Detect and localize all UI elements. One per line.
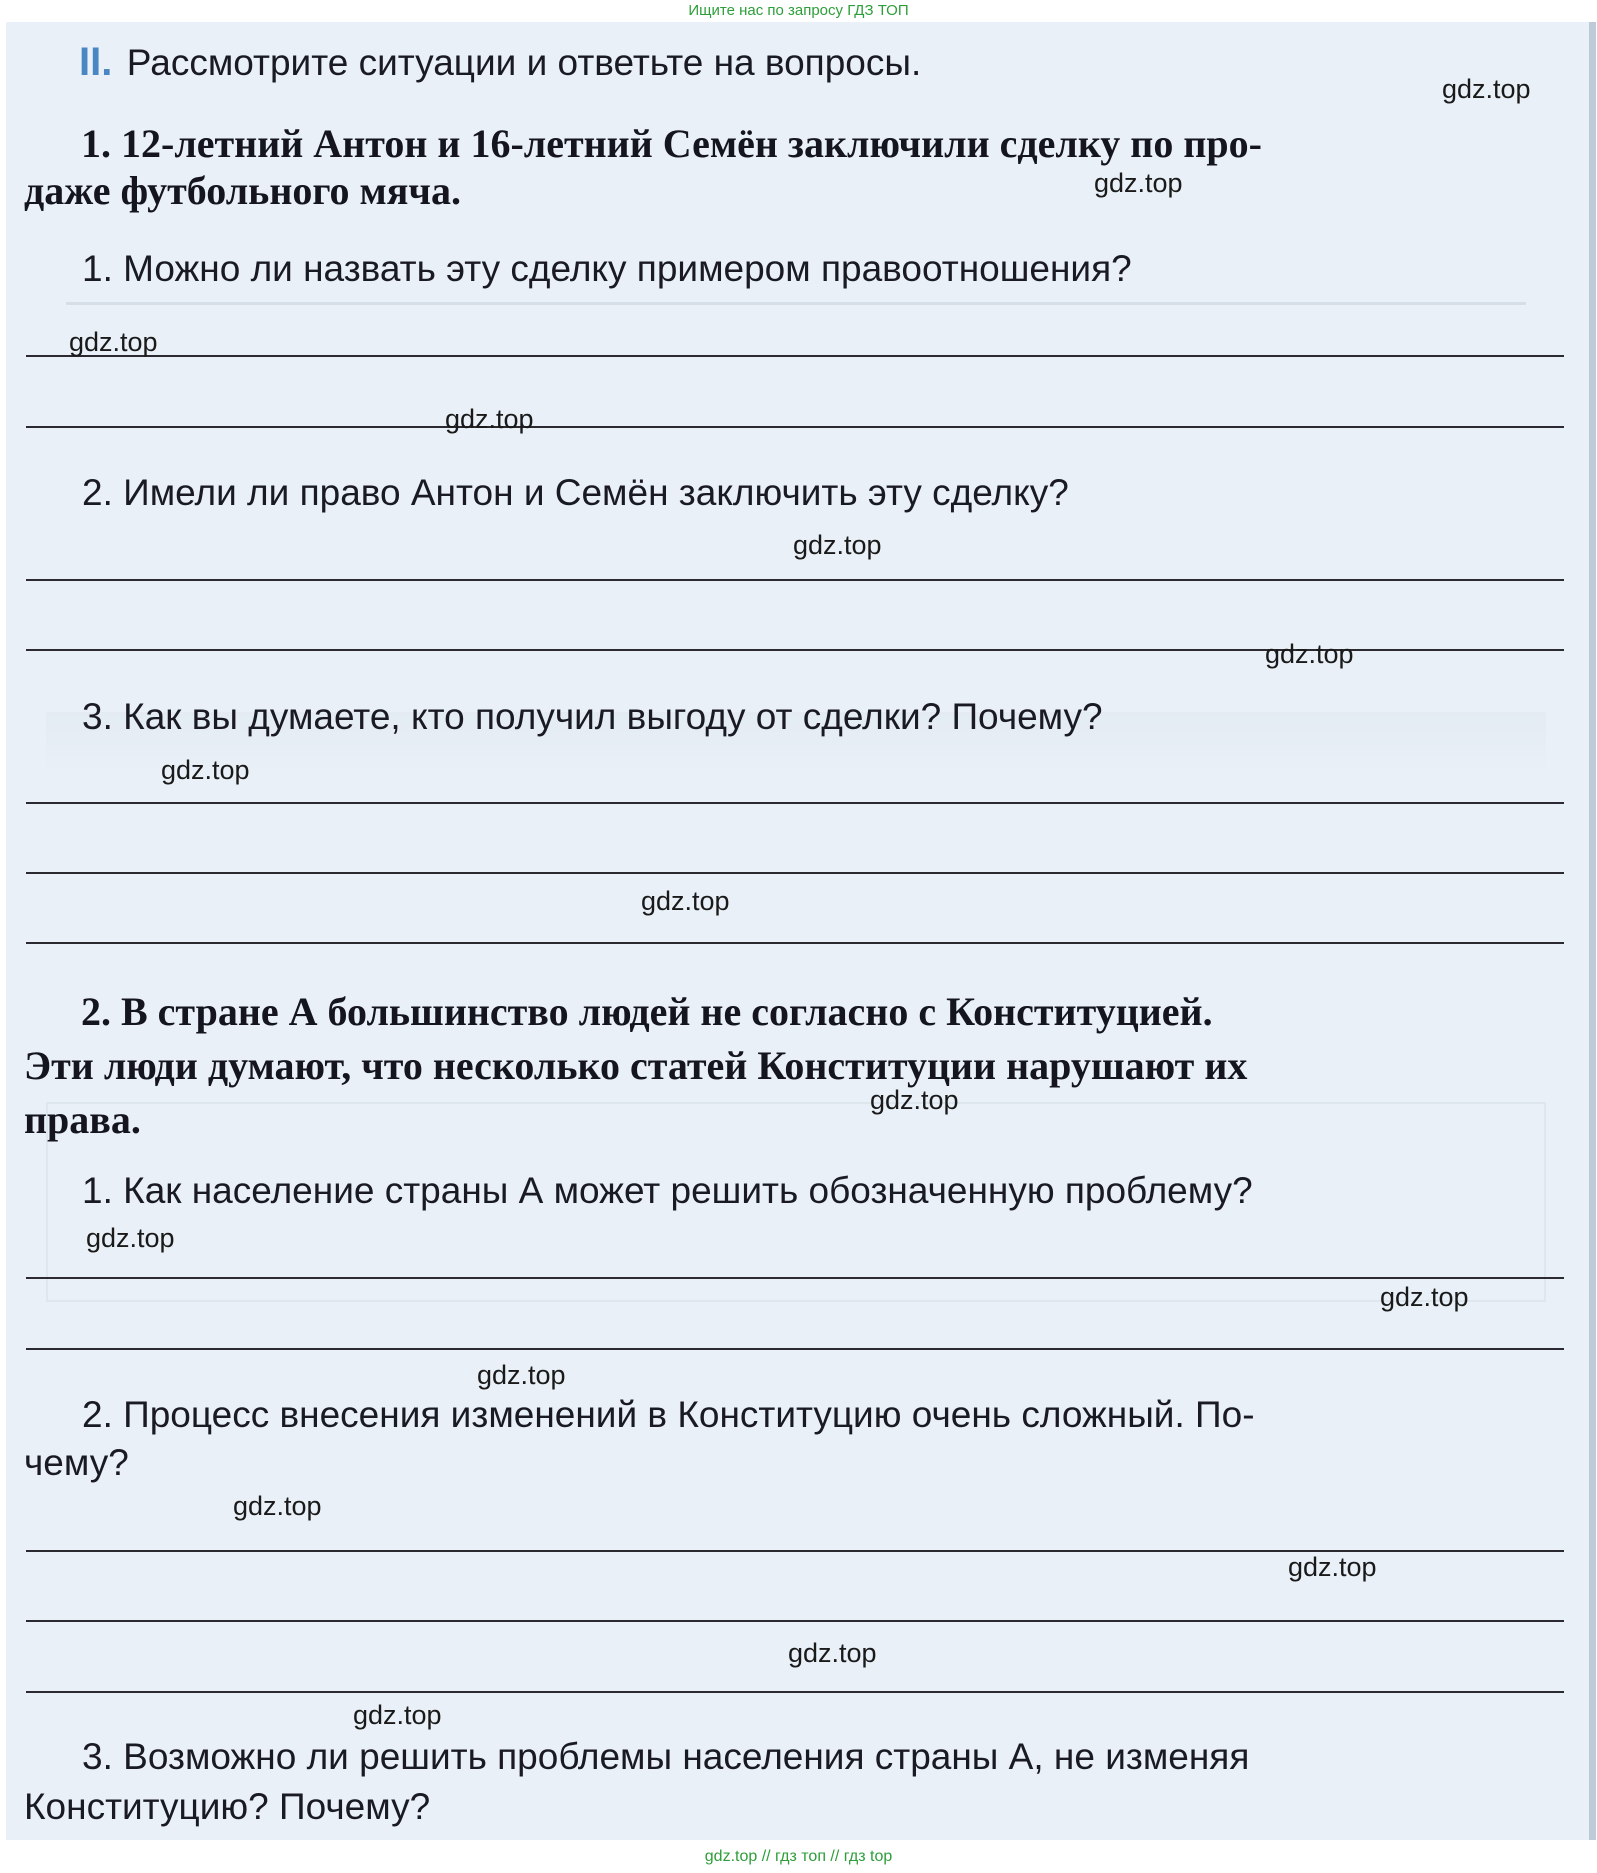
watermark: gdz.top xyxy=(445,404,534,434)
watermark: gdz.top xyxy=(793,530,882,560)
watermark: gdz.top xyxy=(1265,639,1354,669)
answer-line[interactable] xyxy=(26,1691,1564,1693)
answer-line[interactable] xyxy=(26,426,1564,428)
situation-1-text-line-2: даже футбольного мяча. xyxy=(24,168,461,213)
answer-line[interactable] xyxy=(26,1277,1564,1279)
watermark: gdz.top xyxy=(870,1085,959,1115)
situation-2-text-line-2: Эти люди думают, что несколько статей Конституции нарушают их xyxy=(24,1043,1248,1088)
watermark: gdz.top xyxy=(353,1700,442,1730)
watermark: gdz.top xyxy=(1094,168,1183,198)
watermark: gdz.top xyxy=(69,327,158,357)
answer-line[interactable] xyxy=(26,872,1564,874)
answer-line[interactable] xyxy=(26,1620,1564,1622)
watermark: gdz.top xyxy=(1380,1282,1469,1312)
situation-1-question-3: 3. Как вы думаете, кто получил выгоду от сделки? Почему? xyxy=(82,696,1103,737)
page-edge xyxy=(1589,22,1596,1840)
top-banner[interactable]: Ищите нас по запросу ГДЗ ТОП xyxy=(688,2,909,19)
situation-2-text-line-3: права. xyxy=(24,1097,141,1142)
situation-1-question-1: 1. Можно ли назвать эту сделку примером правоотношения? xyxy=(82,248,1132,289)
situation-2-question-1: 1. Как население страны А может решить обозначенную проблему? xyxy=(82,1170,1253,1211)
watermark: gdz.top xyxy=(233,1491,322,1521)
answer-line[interactable] xyxy=(26,802,1564,804)
watermark: gdz.top xyxy=(641,886,730,916)
situation-2-question-3-line-1: 3. Возможно ли решить проблемы населения страны А, не изменяя xyxy=(82,1736,1250,1777)
section-title: Рассмотрите ситуации и ответьте на вопросы. xyxy=(126,42,922,83)
bottom-banner[interactable]: gdz.top // гдз топ // гдз top xyxy=(704,1848,893,1865)
answer-line[interactable] xyxy=(26,942,1564,944)
workbook-page xyxy=(6,22,1596,1840)
watermark: gdz.top xyxy=(477,1360,566,1390)
situation-1-text-line-1: 1. 12-летний Антон и 16-летний Семён заключили сделку по про- xyxy=(81,121,1262,166)
situation-1-question-2: 2. Имели ли право Антон и Семён заключить эту сделку? xyxy=(82,472,1069,513)
answer-line[interactable] xyxy=(26,579,1564,581)
watermark: gdz.top xyxy=(1288,1552,1377,1582)
situation-2-question-2-line-1: 2. Процесс внесения изменений в Конституцию очень сложный. По- xyxy=(82,1394,1255,1435)
watermark: gdz.top xyxy=(161,755,250,785)
watermark: gdz.top xyxy=(86,1223,175,1253)
situation-2-text-line-1: 2. В стране А большинство людей не согласно с Конституцией. xyxy=(81,989,1213,1034)
watermark: gdz.top xyxy=(1442,74,1531,104)
section-header xyxy=(79,40,922,85)
watermark: gdz.top xyxy=(788,1638,877,1668)
answer-line[interactable] xyxy=(26,355,1564,357)
situation-2-question-2-line-2: чему? xyxy=(24,1442,129,1483)
answer-line[interactable] xyxy=(26,1348,1564,1350)
section-numeral: II. xyxy=(79,40,113,84)
situation-2-question-3-line-2: Конституцию? Почему? xyxy=(24,1786,431,1827)
